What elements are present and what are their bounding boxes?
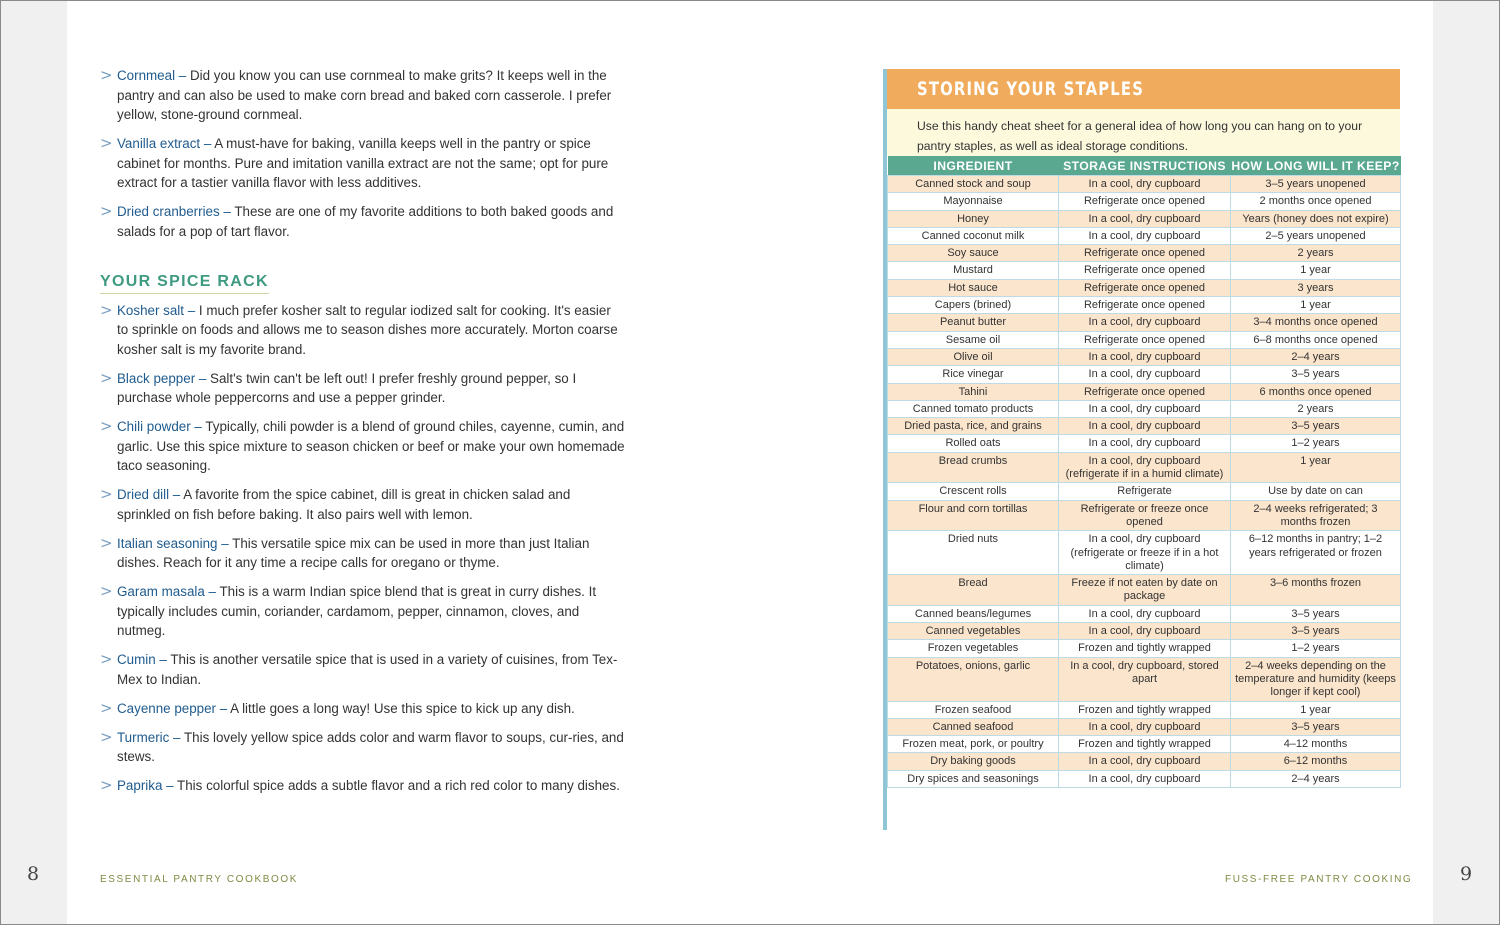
chevron-right-icon: >: [100, 66, 113, 84]
table-cell: Olive oil: [888, 348, 1059, 365]
table-row: [888, 736, 1401, 753]
intro-entries: [100, 66, 625, 241]
table-cell: Flour and corn tortillas: [888, 500, 1059, 531]
chevron-right-icon: >: [100, 698, 113, 717]
entry-term: Dried cranberries –: [117, 204, 231, 219]
table-cell: Bread: [888, 575, 1059, 606]
table-cell: In a cool, dry cupboard: [1059, 605, 1231, 622]
table-cell: Sesame oil: [888, 331, 1059, 348]
table-row: [888, 657, 1401, 701]
table-cell: Frozen and tightly wrapped: [1059, 701, 1231, 718]
table-cell: Use by date on can: [1231, 483, 1401, 500]
table-row: [888, 297, 1401, 314]
list-item: [100, 582, 625, 641]
table-cell: In a cool, dry cupboard, stored apart: [1059, 657, 1231, 701]
chevron-right-icon: >: [100, 485, 113, 503]
table-row: [888, 279, 1401, 296]
table-cell: In a cool, dry cupboard: [1059, 418, 1231, 435]
table-row: [888, 366, 1401, 383]
spice-entries: [100, 301, 625, 796]
table-cell: 1–2 years: [1231, 640, 1401, 657]
list-item: [100, 202, 625, 241]
entry-text: A must-have for baking, vanilla keeps well in the pantry or spice cabinet for months. Pure and imitation vanilla extract are not the same; opt for pure extract for a tastier vanilla flavor with less additives.: [117, 136, 609, 190]
entry-term: Chili powder –: [117, 419, 202, 434]
entry-term: Paprika –: [117, 778, 174, 793]
footer-right: FUSS-FREE PANTRY COOKING: [1225, 874, 1413, 885]
table-row: [888, 500, 1401, 531]
table-cell: Canned coconut milk: [888, 227, 1059, 244]
chevron-right-icon: >: [100, 134, 113, 152]
table-row: [888, 701, 1401, 718]
panel-intro: [887, 109, 1400, 156]
table-row: [888, 348, 1401, 365]
table-cell: 2–4 weeks depending on the temperature and humidity (keeps longer if kept cool): [1231, 657, 1401, 701]
table-cell: Refrigerate once opened: [1059, 245, 1231, 262]
footer-left: ESSENTIAL PANTRY COOKBOOK: [100, 874, 299, 885]
table-cell: Canned tomato products: [888, 400, 1059, 417]
entry-term: Cayenne pepper –: [117, 700, 228, 716]
table-row: [888, 176, 1401, 193]
chevron-right-icon: >: [100, 202, 113, 220]
table-cell: In a cool, dry cupboard: [1059, 435, 1231, 452]
table-cell: Canned stock and soup: [888, 176, 1059, 193]
table-cell: In a cool, dry cupboard: [1059, 366, 1231, 383]
table-cell: 2–4 weeks refrigerated; 3 months frozen: [1231, 500, 1401, 531]
list-item: [100, 66, 625, 125]
table-cell: 1–2 years: [1231, 435, 1401, 452]
table-cell: In a cool, dry cupboard: [1059, 718, 1231, 735]
entry-text: This lovely yellow spice adds color and warm flavor to soups, cur-ries, and stews.: [117, 729, 624, 764]
table-cell: In a cool, dry cupboard: [1059, 770, 1231, 787]
table-cell: Hot sauce: [888, 279, 1059, 296]
table-cell: Crescent rolls: [888, 483, 1059, 500]
chevron-right-icon: >: [100, 727, 113, 746]
table-cell: In a cool, dry cupboard: [1059, 623, 1231, 640]
table-cell: Years (honey does not expire): [1231, 210, 1401, 227]
table-cell: Refrigerate: [1059, 483, 1231, 500]
table-cell: 6–12 months: [1231, 753, 1401, 770]
table-cell: Peanut butter: [888, 314, 1059, 331]
table-row: [888, 210, 1401, 227]
chevron-right-icon: >: [100, 776, 113, 794]
table-row: [888, 314, 1401, 331]
table-cell: 6–12 months in pantry; 1–2 years refrigerated or frozen: [1231, 531, 1401, 575]
table-row: [888, 245, 1401, 262]
left-page-content: [100, 66, 625, 805]
table-cell: 3–5 years: [1231, 623, 1401, 640]
table-cell: 2–5 years unopened: [1231, 227, 1401, 244]
table-row: [888, 331, 1401, 348]
list-item: [100, 134, 625, 193]
entry-text: Salt's twin can't be left out! I prefer freshly ground pepper, so I purchase whole peppercorns and use a pepper grinder.: [117, 370, 577, 405]
entry-text: I much prefer kosher salt to regular iodized salt for cooking. It's easier to sprinkle on foods and allows me to season dishes more accurately. Morton coarse kosher salt is my favorite brand.: [117, 302, 618, 357]
table-row: [888, 227, 1401, 244]
table-cell: Bread crumbs: [888, 452, 1059, 483]
table-cell: Soy sauce: [888, 245, 1059, 262]
entry-term: Dried dill –: [117, 487, 181, 502]
entry-text: A favorite from the spice cabinet, dill is great in chicken salad and sprinkled on fish before baking. It also pairs well with lemon.: [117, 487, 571, 522]
table-cell: 3–6 months frozen: [1231, 575, 1401, 606]
table-row: [888, 383, 1401, 400]
table-cell: 3–5 years: [1231, 718, 1401, 735]
table-cell: In a cool, dry cupboard: [1059, 348, 1231, 365]
table-row: [888, 452, 1401, 483]
table-cell: 3–5 years: [1231, 605, 1401, 622]
table-row: [888, 531, 1401, 575]
table-row: [888, 575, 1401, 606]
table-row: [888, 435, 1401, 452]
table-cell: Refrigerate or freeze once opened: [1059, 500, 1231, 531]
entry-text: This is a warm Indian spice blend that is great in curry dishes. It typically includes cumin, coriander, cardamom, pepper, cinnamon, cloves, and nutmeg.: [117, 584, 597, 638]
table-cell: Refrigerate once opened: [1059, 297, 1231, 314]
table-cell: Frozen seafood: [888, 701, 1059, 718]
entry-text: This is another versatile spice that is used in a variety of cuisines, from Tex-Mex to Indian.: [117, 652, 618, 687]
table-cell: Dried pasta, rice, and grains: [888, 418, 1059, 435]
table-cell: Mayonnaise: [888, 193, 1059, 210]
table-cell: 2–4 years: [1231, 348, 1401, 365]
table-cell: 3–5 years: [1231, 366, 1401, 383]
entry-text: This colorful spice adds a subtle flavor and a rich red color to many dishes.: [173, 778, 620, 793]
table-cell: Refrigerate once opened: [1059, 262, 1231, 279]
table-cell: 2 years: [1231, 400, 1401, 417]
table-row: [888, 623, 1401, 640]
table-cell: In a cool, dry cupboard: [1059, 400, 1231, 417]
table-cell: Tahini: [888, 383, 1059, 400]
table-row: [888, 640, 1401, 657]
storage-panel: [883, 69, 1400, 830]
table-row: [888, 770, 1401, 787]
table-row: [888, 753, 1401, 770]
table-cell: Potatoes, onions, garlic: [888, 657, 1059, 701]
table-cell: Refrigerate once opened: [1059, 383, 1231, 400]
section-title: YOUR SPICE RACK: [100, 273, 269, 294]
table-cell: 2 years: [1231, 245, 1401, 262]
table-cell: 6 months once opened: [1231, 383, 1401, 400]
entry-term: Garam masala –: [117, 584, 216, 599]
table-cell: Mustard: [888, 262, 1059, 279]
entry-term: Cumin –: [117, 652, 167, 667]
table-cell: In a cool, dry cupboard: [1059, 227, 1231, 244]
entry-text: This versatile spice mix can be used in more than just Italian dishes. Reach for it any time a recipe calls for oregano or thyme.: [117, 535, 590, 570]
column-header: INGREDIENT: [888, 156, 1059, 176]
table-cell: 3–5 years unopened: [1231, 176, 1401, 193]
chevron-right-icon: >: [100, 650, 113, 668]
table-cell: In a cool, dry cupboard: [1059, 314, 1231, 331]
list-item: [100, 728, 625, 767]
table-cell: Rice vinegar: [888, 366, 1059, 383]
table-cell: Dry baking goods: [888, 753, 1059, 770]
table-cell: Honey: [888, 210, 1059, 227]
entry-term: Italian seasoning –: [117, 535, 229, 551]
panel-title: STORING YOUR STAPLES: [917, 78, 1145, 100]
list-item: [100, 417, 625, 476]
table-cell: Canned seafood: [888, 718, 1059, 735]
entry-term: Turmeric –: [117, 729, 181, 745]
table-cell: Frozen meat, pork, or poultry: [888, 736, 1059, 753]
table-cell: Canned vegetables: [888, 623, 1059, 640]
table-cell: 4–12 months: [1231, 736, 1401, 753]
list-item: [100, 699, 625, 719]
table-cell: Frozen and tightly wrapped: [1059, 736, 1231, 753]
list-item: [100, 369, 625, 408]
column-header: HOW LONG WILL IT KEEP?: [1231, 156, 1401, 176]
table-cell: Frozen vegetables: [888, 640, 1059, 657]
table-row: [888, 418, 1401, 435]
panel-intro-text: Use this handy cheat sheet for a general idea of how long you can hang on to your pantry staples, as well as ideal storage conditions.: [917, 119, 1363, 153]
list-item: [100, 301, 625, 360]
table-cell: 1 year: [1231, 262, 1401, 279]
entry-text: A little goes a long way! Use this spice to kick up any dish.: [227, 700, 575, 716]
chevron-right-icon: >: [100, 300, 113, 319]
storage-table: [887, 156, 1401, 788]
table-cell: Freeze if not eaten by date on package: [1059, 575, 1231, 606]
table-header-row: [888, 156, 1401, 176]
entry-term: Black pepper –: [117, 370, 207, 386]
table-cell: 3–5 years: [1231, 418, 1401, 435]
entry-text: These are one of my favorite additions to both baked goods and salads for a pop of tart flavor.: [117, 204, 614, 239]
page-number-left: 8: [27, 863, 40, 885]
table-cell: Dried nuts: [888, 531, 1059, 575]
table-cell: 6–8 months once opened: [1231, 331, 1401, 348]
table-row: [888, 483, 1401, 500]
table-cell: Refrigerate once opened: [1059, 279, 1231, 296]
table-cell: 2–4 years: [1231, 770, 1401, 787]
table-cell: In a cool, dry cupboard: [1059, 176, 1231, 193]
page-number-right: 9: [1460, 863, 1473, 885]
table-cell: 3 years: [1231, 279, 1401, 296]
list-item: [100, 534, 625, 573]
table-cell: 1 year: [1231, 452, 1401, 483]
table-cell: Capers (brined): [888, 297, 1059, 314]
column-header: STORAGE INSTRUCTIONS: [1059, 156, 1231, 176]
table-row: [888, 262, 1401, 279]
list-item: [100, 776, 625, 796]
table-cell: 1 year: [1231, 297, 1401, 314]
table-cell: Refrigerate once opened: [1059, 331, 1231, 348]
table-body: [888, 176, 1401, 788]
list-item: [100, 485, 625, 524]
entry-term: Kosher salt –: [117, 302, 196, 318]
table-cell: Frozen and tightly wrapped: [1059, 640, 1231, 657]
table-cell: In a cool, dry cupboard (refrigerate if in a humid climate): [1059, 452, 1231, 483]
table-cell: Rolled oats: [888, 435, 1059, 452]
table-cell: In a cool, dry cupboard: [1059, 210, 1231, 227]
left-margin: [1, 1, 67, 924]
chevron-right-icon: >: [100, 533, 113, 552]
table-cell: Refrigerate once opened: [1059, 193, 1231, 210]
table-row: [888, 605, 1401, 622]
table-row: [888, 718, 1401, 735]
entry-term: Vanilla extract –: [117, 136, 212, 151]
entry-text: Did you know you can use cornmeal to make grits? It keeps well in the pantry and can also be used to make corn bread and baked corn casserole. I prefer yellow, stone-ground cornmeal.: [117, 68, 612, 122]
table-row: [888, 400, 1401, 417]
chevron-right-icon: >: [100, 582, 113, 600]
table-cell: 1 year: [1231, 701, 1401, 718]
entry-term: Cornmeal –: [117, 68, 187, 83]
table-cell: Dry spices and seasonings: [888, 770, 1059, 787]
chevron-right-icon: >: [100, 417, 113, 435]
list-item: [100, 650, 625, 689]
table-cell: 3–4 months once opened: [1231, 314, 1401, 331]
panel-header: [887, 69, 1400, 109]
right-margin: [1433, 1, 1499, 924]
table-cell: In a cool, dry cupboard: [1059, 753, 1231, 770]
entry-text: Typically, chili powder is a blend of ground chiles, cayenne, cumin, and garlic. Use this spice mixture to season chicken or beef or make your own homemade taco seasoning.: [117, 419, 625, 473]
table-cell: Canned beans/legumes: [888, 605, 1059, 622]
chevron-right-icon: >: [100, 368, 113, 387]
table-row: [888, 193, 1401, 210]
table-cell: In a cool, dry cupboard (refrigerate or freeze if in a hot climate): [1059, 531, 1231, 575]
table-cell: 2 months once opened: [1231, 193, 1401, 210]
